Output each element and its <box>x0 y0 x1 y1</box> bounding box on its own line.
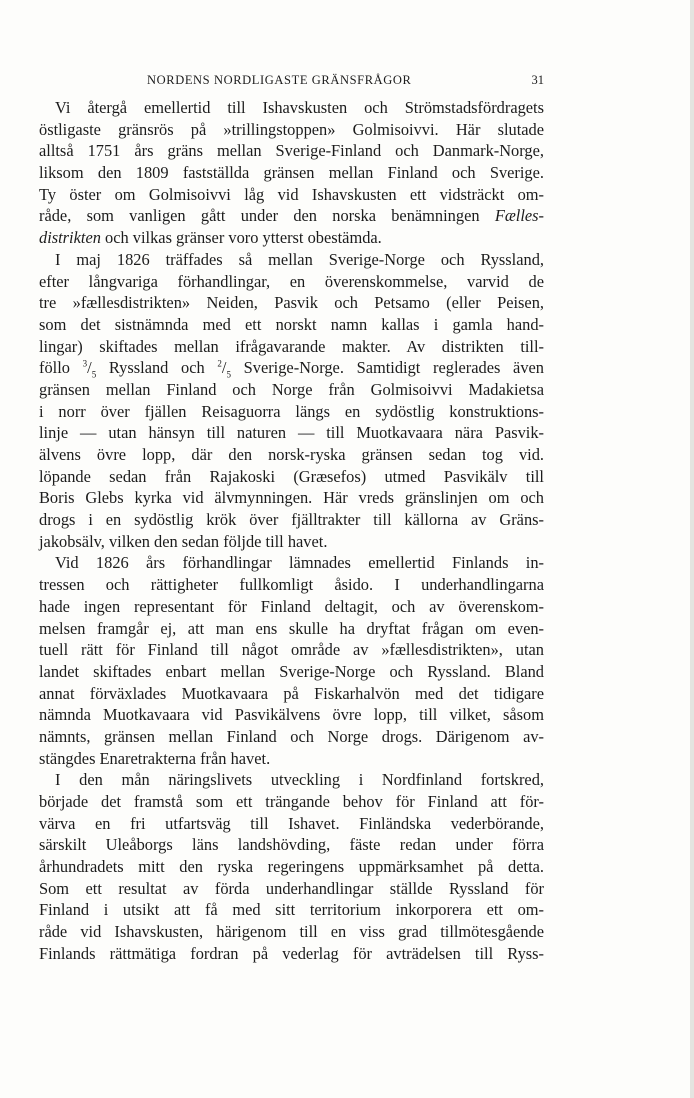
fraction-ryssland: $^3/_5$ <box>82 358 97 380</box>
text-line: som det sistnämnda med ett norskt namn kallas i gamla hand- <box>39 314 544 334</box>
text-line <box>39 205 544 227</box>
fraction-sverige: $^2/_5$ <box>217 358 231 380</box>
body-text <box>39 97 544 965</box>
text-segment: Ryssland och <box>108 358 205 378</box>
text-line: tressen och rättigheter fullkomligt åsido. I underhandlingarna <box>39 575 544 595</box>
paragraph-3 <box>39 552 544 769</box>
text-line: alltså 1751 års gräns mellan Sverige-Finland och Danmark-Norge, <box>39 141 544 161</box>
text-line: århundradets mitt den ryska regeringens uppmärksamhet på detta. <box>39 857 544 877</box>
fraction-denominator: 5 <box>91 369 97 380</box>
text-line: gränsen mellan Finland och Norge från Golmisoivvi Madakietsa <box>39 379 544 399</box>
running-header <box>39 70 544 90</box>
text-line: linje — utan hänsyn till naturen — till Muotkavaara nära Pasvik- <box>39 423 544 443</box>
text-line: nämnda Muotkavaara vid Pasvikälvens övre lopp, till vilket, såsom <box>39 705 544 725</box>
text-line: började det framstå som ett trängande behov för Finland att för- <box>39 792 544 811</box>
paragraph-4 <box>39 769 544 964</box>
text-segment: råde, som vanligen gått under den norska benämningen <box>39 206 480 226</box>
text-line: jakobsälv, vilken den sedan följde till havet. <box>39 531 328 551</box>
text-line: lingar) skiftades mellan ifrågavarande makter. Av distrikten till- <box>39 336 544 356</box>
text-line: tre »fællesdistrikten» Neiden, Pasvik och Petsamo (eller Peisen, <box>39 293 544 313</box>
text-line: nämnts, gränsen mellan Finland och Norge drogs. Därigenom av- <box>39 726 544 746</box>
text-line: Vi återgå emellertid till Ishavskusten och Strömstadsfördragets <box>55 98 544 117</box>
text-line: efter långvariga förhandlingar, en överenskommelse, varvid de <box>39 271 544 291</box>
fraction-denominator: 5 <box>226 369 231 380</box>
text-line <box>39 227 544 249</box>
paragraph-1 <box>39 97 544 249</box>
fraction-numerator: 3 <box>82 358 88 369</box>
text-line: I den mån näringslivets utveckling i Nordfinland fortskred, <box>55 770 544 790</box>
fraction-numerator: 2 <box>217 358 222 369</box>
running-title: NORDENS NORDLIGASTE GRÄNSFRÅGOR <box>147 73 412 87</box>
text-line: älvens övre lopp, där den norsk-ryska gränsen sedan tog vid. <box>39 445 544 464</box>
text-line: tuell rätt för Finland till något område av »fællesdistrikten», utan <box>39 640 544 660</box>
page-edge-shadow <box>690 0 694 1098</box>
text-line: särskilt Uleåborgs läns landshövding, fäste redan under förra <box>39 835 544 855</box>
text-line: I maj 1826 träffades så mellan Sverige-Norge och Ryssland, <box>55 249 544 269</box>
text-line: hade ingen representant för Finland deltagit, och av överenskom- <box>39 596 544 616</box>
text-line: Boris Glebs kyrka vid älvmynningen. Här vreds gränslinjen om och <box>39 488 544 508</box>
text-line: östligaste gränsrös på »trillingstoppen» Golmisoivvi. Här slutade <box>39 119 544 139</box>
text-line <box>39 357 544 379</box>
text-line: liksom den 1809 fastställda gränsen mellan Finland och Sverige. <box>39 163 544 183</box>
text-line: Som ett resultat av förda underhandlingar ställde Ryssland för <box>39 878 544 898</box>
text-line: i norr över fjällen Reisaguorra längs en sydöstlig konstruktions- <box>39 401 544 421</box>
text-line: råde vid Ishavskusten, härigenom till en viss grad tillmötesgående <box>39 922 544 942</box>
text-line: landet skiftades enbart mellan Sverige-Norge och Ryssland. Bland <box>39 661 544 681</box>
page-number: 31 <box>531 73 544 87</box>
text-line: annat förväxlades Muotkavaara på Fiskarhalvön med det tidigare <box>39 683 544 703</box>
text-line: stängdes Enaretrakterna från havet. <box>39 748 271 768</box>
text-line: melsen framgår ej, att man ens skulle ha dryftat frågan om even- <box>39 618 544 638</box>
italic-term: Fælles- <box>494 206 544 226</box>
text-segment: föllo <box>39 358 70 378</box>
italic-term: distrikten <box>39 228 101 248</box>
text-segment: Sverige-Norge. Samtidigt reglerades även <box>243 358 544 378</box>
text-line: Finland i utsikt att få med sitt territorium inkorporera ett om- <box>39 900 544 920</box>
text-line: drogs i en sydöstlig krök över fjälltrakter till källorna av Gräns- <box>39 510 544 530</box>
text-line: Vid 1826 års förhandlingar lämnades emellertid Finlands in- <box>55 553 544 573</box>
paragraph-2 <box>39 249 544 553</box>
text-line: värva en fri utfartsväg till Ishavet. Finländska vederbörande, <box>39 813 544 833</box>
text-segment: och vilkas gränser voro ytterst obestämda. <box>105 228 382 248</box>
text-line: löpande sedan från Rajakoski (Græsefos) utmed Pasvikälv till <box>39 466 544 486</box>
text-line: Ty öster om Golmisoivvi låg vid Ishavskusten ett vidsträckt om- <box>39 184 544 204</box>
text-line: Finlands rättmätiga fordran på vederlag för avträdelsen till Ryss- <box>39 943 544 963</box>
